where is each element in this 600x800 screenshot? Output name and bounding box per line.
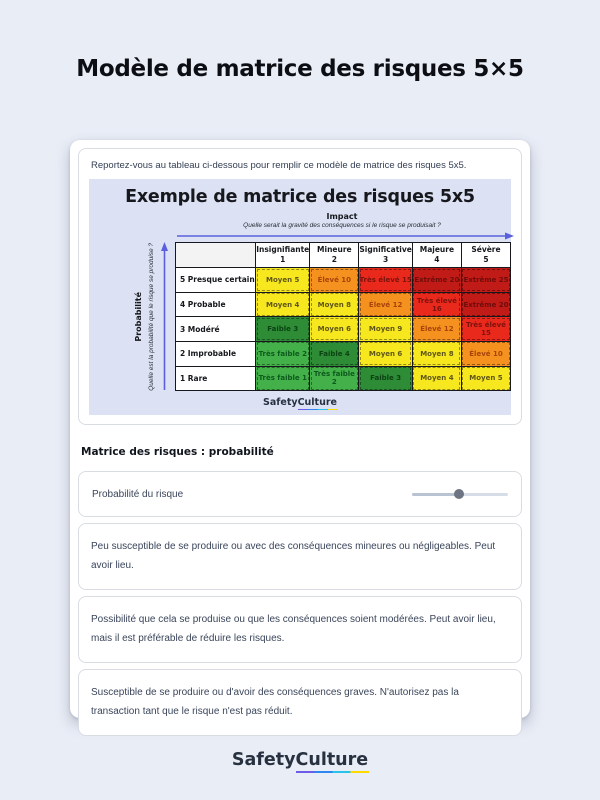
matrix-cell: Très faible 2 [256,341,310,366]
matrix-cell: Moyen 9 [359,317,412,342]
matrix-cell: Très élevé 15 [461,317,510,342]
section-heading: Matrice des risques : probabilité [81,446,274,459]
impact-axis-subtitle: Quelle serait la gravité des conséquences si le risque se produisait ? [243,222,441,230]
safetyculture-logo-small: SafetyCulture [262,397,337,409]
matrix-cell: Moyen 6 [310,317,359,342]
probability-axis-label: Probabilité [133,291,143,342]
matrix-row-label: 2 Improbable [175,341,255,366]
probability-axis [89,242,175,391]
probability-arrow-icon [160,242,169,391]
matrix-cell: Très élevé 16 [412,292,461,317]
risk-matrix-table [175,242,511,391]
slider-label: Probabilité du risque [92,488,184,500]
note-box-medium [78,596,522,663]
matrix-column-header: Sévère 5 [461,243,510,268]
matrix-row-label: 4 Probable [175,292,255,317]
risk-matrix-figure [89,179,511,415]
matrix-row [175,341,510,366]
probability-axis-subtitle: Quelle est la probabilité que le risque se produise ? [147,242,155,391]
note-text: Peu susceptible de se produire ou avec des conséquences mineures ou négligeables. Peut avoir lieu. [91,541,496,572]
matrix-cell: Moyen 4 [256,292,310,317]
note-text: Possibilité que cela se produise ou que les conséquences soient modérées. Peut avoir lieu, mais il est préférable de réduire les risques. [91,614,496,645]
matrix-row [175,292,510,317]
slider-handle[interactable] [454,489,464,499]
matrix-cell: Élevé 10 [310,268,359,293]
matrix-cell: Extrême 20 [461,292,510,317]
matrix-cell: Très élevé 15 [359,268,412,293]
matrix-row [175,366,510,391]
matrix-cell: Extrême 25 [461,268,510,293]
matrix-cell: Élevé 12 [412,317,461,342]
safetyculture-logo-footer: SafetyCulture [231,750,369,770]
probability-slider[interactable] [412,488,508,500]
matrix-row [175,317,510,342]
probability-question-box [78,471,522,517]
template-card [70,140,530,718]
matrix-corner-cell [175,243,255,268]
matrix-cell: Faible 3 [256,317,310,342]
matrix-column-header: Significative 3 [359,243,412,268]
impact-axis-label: Impact [326,212,358,222]
matrix-cell: Moyen 5 [461,366,510,391]
matrix-cell: Moyen 4 [412,366,461,391]
matrix-cell: Élevé 12 [359,292,412,317]
impact-arrow-icon [176,232,514,240]
page-title: Modèle de matrice des risques 5×5 [76,56,524,82]
matrix-cell: Élevé 10 [461,341,510,366]
matrix-cell: Très faible 1 [256,366,310,391]
matrix-row-label: 5 Presque certain [175,268,255,293]
matrix-column-header: Majeure 4 [412,243,461,268]
matrix-row [175,268,510,293]
matrix-question-box [78,148,522,425]
matrix-title: Exemple de matrice des risques 5x5 [125,187,475,207]
matrix-cell: Moyen 6 [359,341,412,366]
note-box-high [78,669,522,736]
matrix-cell: Très faible 2 [310,366,359,391]
matrix-cell: Moyen 5 [256,268,310,293]
matrix-cell: Moyen 8 [412,341,461,366]
note-text: Susceptible de se produire ou d'avoir des conséquences graves. N'autorisez pas la transaction tant que le risque n'est pas réduit. [91,687,459,718]
matrix-row-label: 1 Rare [175,366,255,391]
matrix-cell: Faible 4 [310,341,359,366]
instruction-text: Reportez-vous au tableau ci-dessous pour remplir ce modèle de matrice des risques 5x5. [91,160,467,171]
matrix-cell: Moyen 8 [310,292,359,317]
matrix-column-header: Insignifiante 1 [256,243,310,268]
matrix-cell: Extrême 20 [412,268,461,293]
slider-fill [412,493,459,497]
matrix-column-header: Mineure 2 [310,243,359,268]
matrix-cell: Faible 3 [359,366,412,391]
matrix-row-label: 3 Modéré [175,317,255,342]
note-box-low [78,523,522,590]
